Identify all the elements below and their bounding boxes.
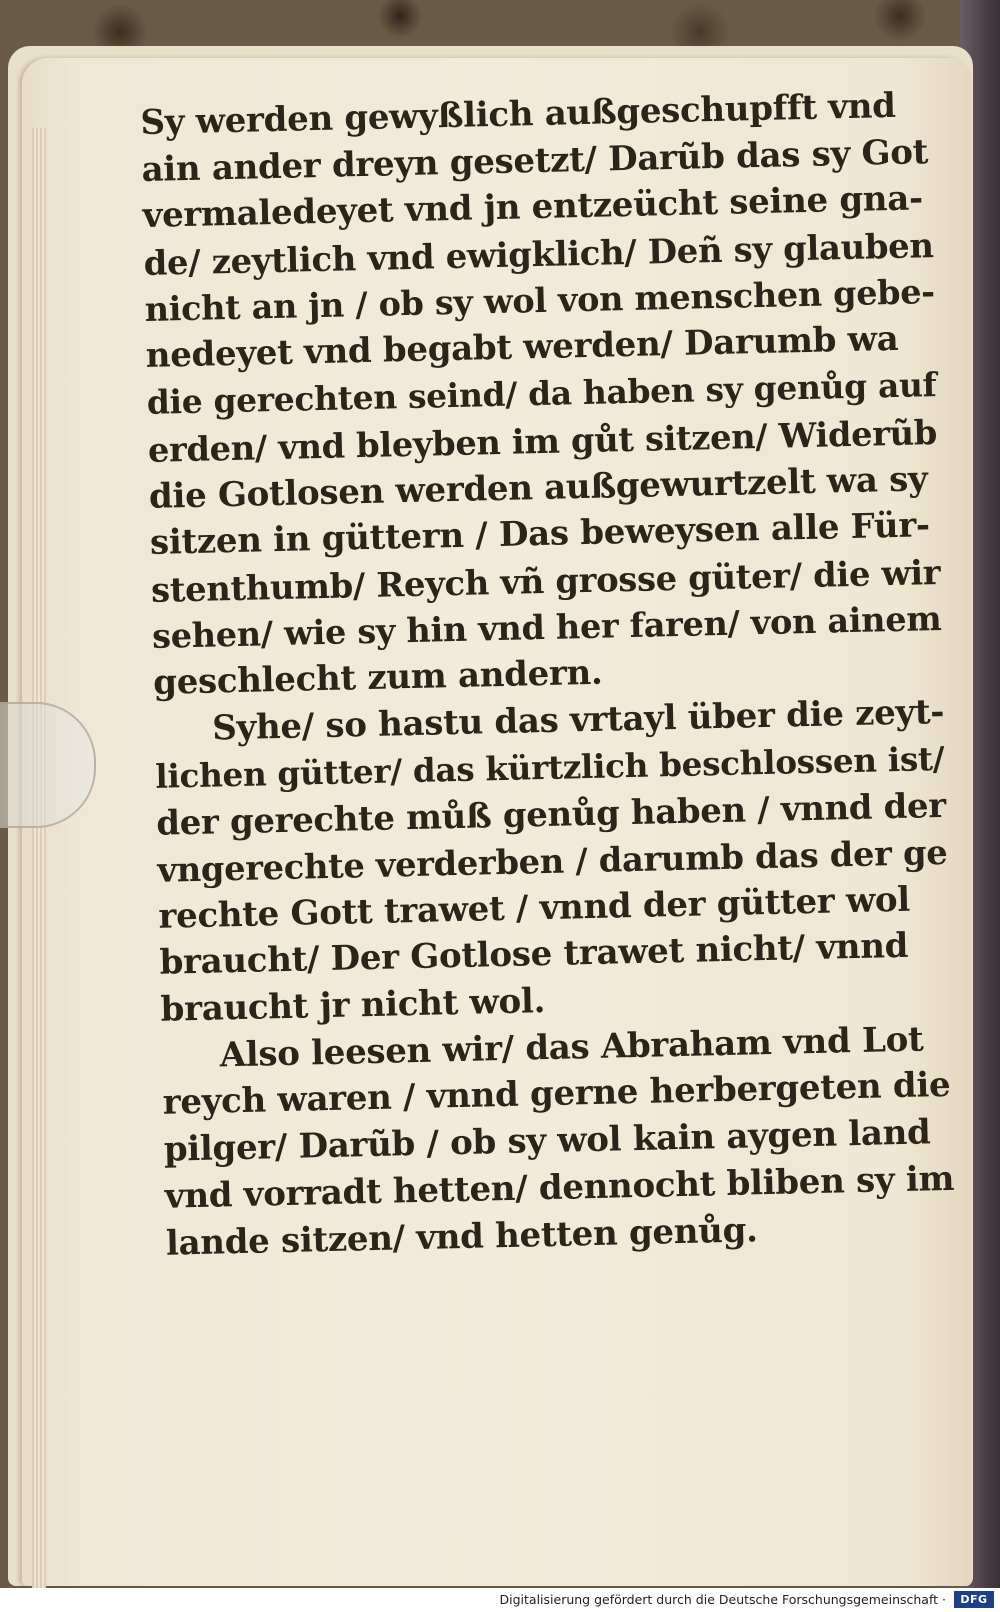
paragraph-start-line: Also leesen wir/ das Abraham vnd Lot	[219, 1019, 924, 1076]
text-line: pilger/ Darũb / ob sy wol kain aygen land	[163, 1112, 931, 1170]
paragraph-start-line: Syhe/ so hastu das vrtayl über die zeyt-	[211, 691, 945, 749]
dfg-logo-icon: DFG	[954, 1591, 994, 1608]
text-line: de/ zeytlich vnd ewigklich/ Deñ sy glauben	[143, 225, 935, 284]
text-line: reych waren / vnnd gerne herbergeten die	[162, 1065, 951, 1124]
text-line: rechte Gott trawet / vnnd der gütter wol	[158, 879, 911, 937]
printed-text-block	[140, 82, 966, 1267]
page-edges	[32, 128, 46, 1612]
text-line: die Gotlosen werden außgewurtzelt wa sy	[148, 458, 928, 517]
text-line: nedeyet vnd begabt werden/ Darumb wa	[145, 319, 899, 377]
text-line: nicht an jn / ob sy wol von menschen gebe-	[144, 271, 936, 329]
footer-bar	[0, 1588, 1000, 1612]
text-line: die gerechten seind/ da haben sy genůg auf	[146, 365, 937, 423]
text-line: lande sitzen/ vnd hetten genůg.	[165, 1209, 759, 1264]
text-line: Sy werden gewyßlich außgeschupfft vnd	[140, 85, 897, 143]
text-line: geschlecht zum andern.	[152, 652, 603, 704]
text-line: sehen/ wie sy hin vnd her faren/ von ainem	[151, 598, 942, 656]
text-line: ain ander dreyn gesetzt/ Darũb das sy Got	[141, 131, 929, 190]
funding-credit: Digitalisierung gefördert durch die Deutsche Forschungsgemeinschaft ·	[499, 1592, 946, 1607]
text-line: vngerechte verderben / darumb das der ge	[157, 831, 948, 890]
text-line: erden/ vnd bleyben im gůt sitzen/ Widerũb	[147, 411, 938, 470]
text-line: sitzen in güttern / Das beweysen alle Für-	[149, 505, 931, 564]
text-line: lichen gütter/ das kürtzlich beschlossen ist/	[154, 738, 945, 796]
text-line: vermaledeyet vnd jn entzeücht seine gna-	[142, 178, 924, 237]
text-line: braucht/ Der Gotlose trawet nicht/ vnnd	[159, 926, 909, 984]
text-line: der gerechte můß genůg haben / vnnd der	[155, 785, 947, 844]
text-line: stenthumb/ Reych vñ grosse güter/ die wir	[150, 551, 941, 610]
text-line: vnd vorradt hetten/ dennocht bliben sy im	[164, 1158, 955, 1217]
text-line: braucht jr nicht wol.	[160, 981, 546, 1030]
